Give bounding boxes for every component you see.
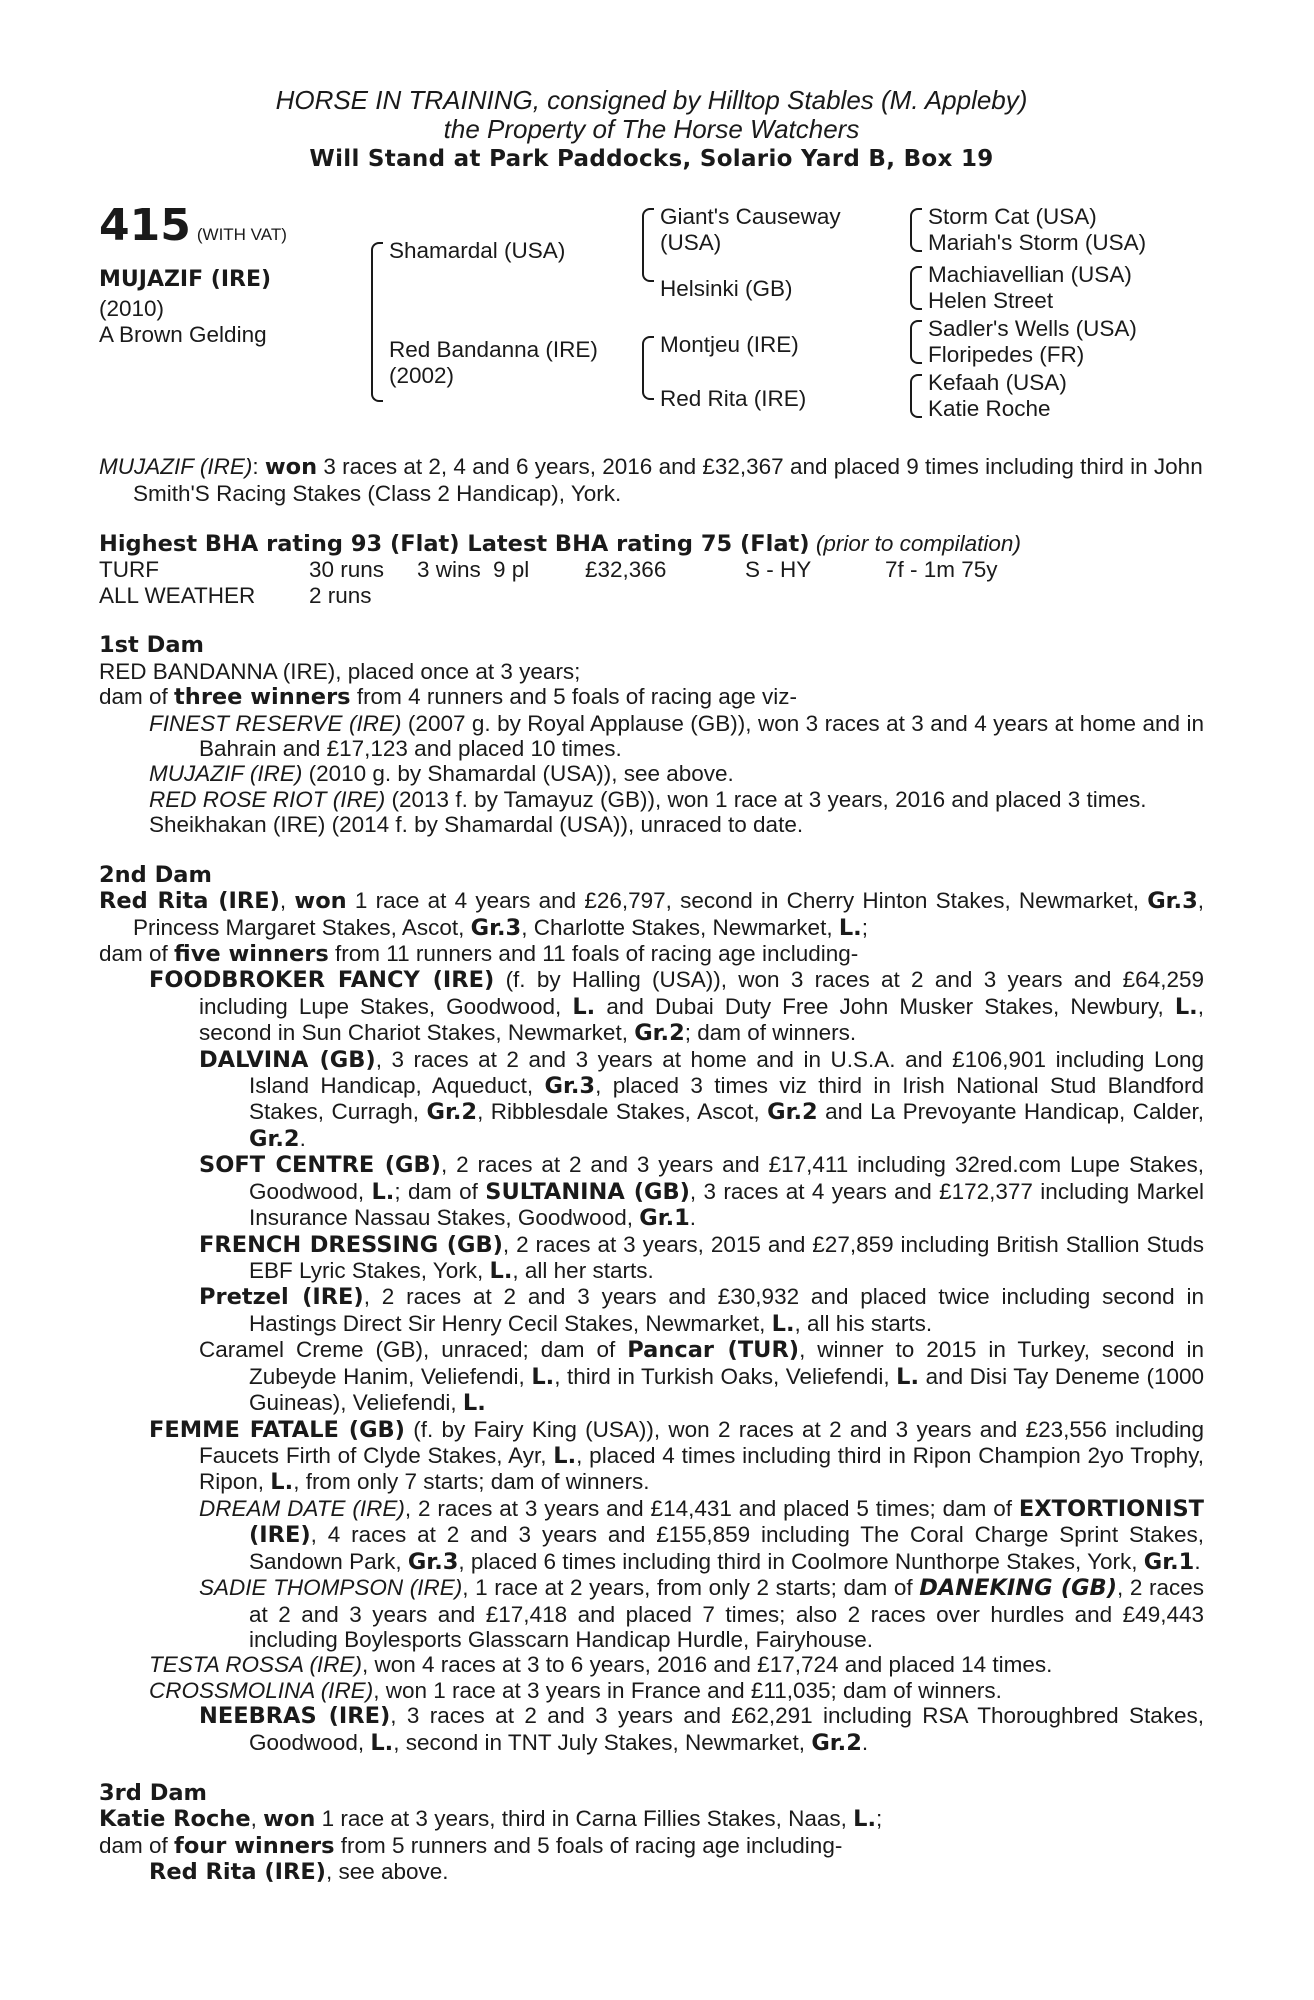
grade: L.: [853, 1806, 876, 1833]
second-dam-section: [99, 863, 1204, 1756]
bracket: [910, 266, 922, 310]
vat-note: (WITH VAT): [196, 225, 287, 245]
pedigree-entry: Storm Cat (USA): [928, 204, 1097, 230]
produce-text: (2010 g. by Shamardal (USA)), see above.: [302, 761, 734, 787]
record-label: TURF: [99, 557, 159, 583]
produce-entry: [99, 1652, 1204, 1677]
lot-number: 415: [99, 200, 191, 252]
produce-text: (2007 g. by Royal Applause (GB)), won 3 races at 3 and 4 years at home and in Bahrain and £17,123 and placed 10 times.: [199, 710, 1204, 761]
produce-name: DREAM DATE (IRE): [199, 1495, 405, 1521]
produce-name: Sheikhakan (IRE): [149, 812, 326, 838]
record-runs: 30 runs: [309, 557, 385, 583]
produce-entry: [99, 1575, 1204, 1652]
grade: Gr.2: [426, 1099, 478, 1126]
first-dam-section: [99, 633, 1204, 837]
text: .: [689, 1205, 697, 1231]
dam-produce-line: [99, 1833, 1204, 1859]
text: , 3 races at 2 and 3 years at home and in U.S.A. and £106,901 including Long Island Handicap, Aqueduct,: [249, 1046, 1204, 1099]
text: .: [1194, 1548, 1201, 1574]
text: ;: [861, 914, 868, 940]
record-earnings: £32,366: [585, 557, 667, 583]
section-heading: 1st Dam: [99, 632, 204, 659]
produce-entry: [99, 711, 1204, 762]
text: ; dam of winners.: [684, 1020, 857, 1046]
text: from 5 runners and 5 foals of racing age including-: [334, 1832, 843, 1858]
sire-sire-country: (USA): [660, 230, 722, 256]
catalogue-page: [99, 86, 1204, 1886]
text: and Disi Tay Deneme (1000 Guineas), Veliefendi,: [249, 1363, 1204, 1416]
text: Caramel Creme (GB), unraced; dam of: [199, 1337, 628, 1363]
dam-line: Katie Roche, won 1 race at 3 years, third in Carna Fillies Stakes, Naas, L.;: [99, 1806, 883, 1833]
produce-name: DALVINA (GB): [199, 1046, 376, 1073]
sire-dam: Helsinki (GB): [660, 276, 793, 302]
grade: Gr.3: [407, 1548, 459, 1575]
horse-description: A Brown Gelding: [99, 322, 267, 348]
bracket: [910, 320, 922, 364]
text: (f. by Fairy King (USA)), won 2 races at 2 and 3 years and £23,556 including Faucets Firth of Clyde Stakes, Ayr,: [199, 1416, 1204, 1468]
grade: L.: [771, 1310, 795, 1337]
grade: L.: [270, 1469, 294, 1496]
text: .: [299, 1125, 306, 1151]
text: , winner to 2015 in Turkey, second in Zubeyde Hanim, Veliefendi,: [249, 1337, 1204, 1389]
text: , third in Turkish Oaks, Veliefendi,: [554, 1363, 897, 1389]
text: , 2 races at 2 and 3 years and £30,932 and placed twice including second in Hastings Direct Sir Henry Cecil Stakes, Newmarket,: [249, 1284, 1205, 1336]
text: 1 race at 4 years and £26,797, second in Cherry Hinton Stakes, Newmarket,: [346, 888, 1148, 914]
text: , Ribblesdale Stakes, Ascot,: [477, 1099, 768, 1125]
text: , won 1 race at 3 years in France and £11,035; dam of winners.: [373, 1677, 1002, 1703]
pedigree-entry: Mariah's Storm (USA): [928, 230, 1147, 256]
produce-name: SOFT CENTRE (GB): [199, 1152, 441, 1179]
pedigree-entry: Helen Street: [928, 288, 1054, 314]
grade: Gr.3: [470, 914, 522, 941]
grade: Gr.2: [634, 1020, 685, 1047]
record-distance: 7f - 1m 75y: [885, 557, 998, 583]
record-placed: 9 pl: [493, 557, 530, 583]
text: , 4 races at 2 and 3 years and £155,859 including The Coral Charge Sprint Stakes, Sandown Park,: [249, 1522, 1204, 1574]
produce-name: Red Rita (IRE): [149, 1859, 326, 1886]
produce-name: Pancar (TUR): [627, 1337, 800, 1364]
text: ; dam of: [394, 1178, 486, 1204]
text: , second in Sun Chariot Stakes, Newmarket,: [199, 993, 1204, 1046]
produce-name: EXTORTIONIST (IRE): [249, 1495, 1204, 1549]
text: , all his starts.: [794, 1310, 933, 1336]
third-dam-section: [99, 1781, 1204, 1886]
text: , 2 races at 2 and 3 years and £17,411 including 32red.com Lupe Stakes, Goodwood,: [249, 1152, 1204, 1204]
pedigree-entry: Katie Roche: [928, 396, 1051, 422]
text: , 1 race at 2 years, from only 2 starts; dam of: [462, 1575, 920, 1601]
property-line: the Property of The Horse Watchers: [443, 114, 860, 145]
text: 1 race at 3 years, third in Carna Fillies Stakes, Naas,: [315, 1806, 854, 1832]
produce-entry: [99, 1678, 1204, 1703]
text: , 3 races at 2 and 3 years and £62,291 including RSA Thoroughbred Stakes, Goodwood,: [249, 1703, 1204, 1755]
grade: L.: [896, 1363, 920, 1390]
aw-record: [99, 583, 1204, 608]
text: ;: [876, 1806, 883, 1832]
dam-sire: Montjeu (IRE): [660, 332, 799, 358]
foal-year: (2010): [99, 296, 165, 322]
produce-name: RED ROSE RIOT (IRE): [149, 786, 386, 812]
horse-name-ref: MUJAZIF (IRE): [99, 454, 253, 480]
grade: L.: [370, 1729, 394, 1756]
sire-sire: Giant's Causeway: [660, 204, 841, 230]
sire: Shamardal (USA): [389, 238, 566, 264]
produce-entry: [99, 1496, 1204, 1575]
produce-entry: [99, 1047, 1204, 1153]
consignor-line: HORSE IN TRAINING, consigned by Hilltop Stables (M. Appleby): [275, 85, 1028, 115]
grade: Gr.2: [811, 1729, 862, 1756]
bracket: [642, 208, 654, 282]
dam-name: Katie Roche: [99, 1806, 251, 1833]
produce-entry: [99, 1152, 1204, 1231]
text: (f. by Halling (USA)), won 3 races at 2 and 3 years and £64,259 including Lupe Stakes, Goodwood,: [199, 967, 1204, 1019]
grade: Gr.3: [1147, 888, 1198, 915]
produce-name: FOODBROKER FANCY (IRE): [149, 967, 495, 994]
dam-dam: Red Rita (IRE): [660, 386, 807, 412]
produce-name: FEMME FATALE (GB): [149, 1416, 405, 1443]
dam-produce-line: [99, 684, 1204, 710]
text: from 11 runners and 11 foals of racing age including-: [328, 940, 859, 966]
produce-entry: [99, 1232, 1204, 1285]
produce-name: NEEBRAS (IRE): [199, 1703, 391, 1730]
winners-count: five winners: [174, 940, 329, 967]
produce-name: Pretzel (IRE): [199, 1284, 364, 1311]
bracket: [910, 374, 922, 418]
text: , 2 races at 2 and 3 years and £17,418 and placed 7 times; also 2 races over hurdles and £49,443 including Boylesports Glasscarn Handicap Hurdle, Fairyhouse.: [249, 1575, 1204, 1652]
produce-name: MUJAZIF (IRE): [149, 761, 303, 787]
text: and La Prevoyante Handicap, Calder,: [817, 1099, 1205, 1125]
grade: L.: [462, 1390, 486, 1417]
pedigree-entry: Machiavellian (USA): [928, 262, 1132, 288]
produce-name: DANEKING (GB): [919, 1575, 1117, 1602]
lot-heading: [99, 200, 287, 252]
bracket: [910, 208, 922, 252]
produce-name: FINEST RESERVE (IRE): [149, 710, 402, 736]
grade: L.: [572, 993, 596, 1020]
produce-name: SADIE THOMPSON (IRE): [199, 1575, 463, 1601]
bracket: [371, 242, 383, 402]
produce-text: (2014 f. by Shamardal (USA)), unraced to date.: [325, 812, 804, 838]
dam-produce-line: [99, 941, 1204, 967]
text: , placed 6 times including third in Coolmore Nunthorpe Stakes, York,: [458, 1548, 1144, 1574]
won-label: won: [263, 1806, 316, 1833]
text: from 4 runners and 5 foals of racing age viz-: [350, 684, 798, 710]
text: , 2 races at 3 years and £14,431 and placed 5 times; dam of: [404, 1495, 1019, 1521]
text: , from only 7 starts; dam of winners.: [293, 1469, 650, 1495]
produce-entry: [99, 812, 1204, 837]
grade: Gr.2: [767, 1099, 818, 1126]
produce-name: TESTA ROSSA (IRE): [149, 1652, 362, 1678]
produce-entry: [99, 787, 1204, 812]
dam-line: RED BANDANNA (IRE), placed once at 3 years;: [99, 658, 581, 684]
text: .: [861, 1729, 869, 1755]
record-wins: 3 wins: [417, 557, 481, 583]
dam-line: Red Rita (IRE), won 1 race at 4 years and £26,797, second in Cherry Hinton Stakes, Newmarket, Gr.3, Princess Margaret Stakes, Ascot, Gr.3, Charlotte Stakes, Newmarket, L.;: [99, 888, 1205, 941]
grade: L.: [489, 1258, 513, 1285]
produce-entry: [99, 1859, 1204, 1885]
grade: Gr.2: [249, 1125, 300, 1152]
produce-name: CROSSMOLINA (IRE): [149, 1677, 374, 1703]
grade: L.: [553, 1442, 577, 1469]
bha-rating: Highest BHA rating 93 (Flat) Latest BHA rating 75 (Flat): [99, 531, 810, 558]
produce-name: FRENCH DRESSING (GB): [199, 1231, 503, 1258]
record-label: ALL WEATHER: [99, 582, 256, 608]
grade: L.: [531, 1363, 555, 1390]
grade: L.: [1174, 993, 1198, 1020]
rating-note: (prior to compilation): [815, 531, 1021, 557]
text: , 3 races at 4 years and £172,377 including Markel Insurance Nassau Stakes, Goodwood,: [249, 1178, 1204, 1231]
produce-entry: [99, 1703, 1204, 1756]
pedigree-block: [99, 200, 1204, 446]
ratings-section: [99, 531, 1204, 608]
text: , Princess Margaret Stakes, Ascot,: [133, 888, 1205, 940]
won-label: won: [264, 454, 318, 481]
dam: Red Bandanna (IRE): [389, 337, 598, 363]
text: , Charlotte Stakes, Newmarket,: [521, 914, 839, 940]
stand-location: Will Stand at Park Paddocks, Solario Yard B, Box 19: [309, 146, 994, 173]
grade: Gr.3: [544, 1073, 596, 1100]
text: , won 4 races at 3 to 6 years, 2016 and £17,724 and placed 14 times.: [361, 1652, 1053, 1678]
produce-entry: [99, 1417, 1204, 1496]
text: , placed 3 times viz third in Irish National Stud Blandford Stakes, Curragh,: [249, 1073, 1204, 1125]
text: , second in TNT July Stakes, Newmarket,: [393, 1729, 812, 1755]
section-heading: 3rd Dam: [99, 1780, 207, 1807]
produce-entry: [99, 761, 1204, 786]
text: , see above.: [325, 1859, 449, 1885]
produce-entry: [99, 1337, 1204, 1416]
race-summary: MUJAZIF (IRE): won 3 races at 2, 4 and 6 years, 2016 and £32,367 and placed 9 times including third in John Smith'S Racing Stakes (Class 2 Handicap), York.: [99, 454, 1203, 506]
grade: L.: [838, 914, 862, 941]
winners-count: four winners: [174, 1832, 335, 1859]
pedigree-entry: Sadler's Wells (USA): [928, 316, 1137, 342]
won-label: won: [294, 888, 347, 915]
record-going: S - HY: [745, 557, 812, 583]
text: dam of: [99, 1832, 175, 1858]
produce-name: SULTANINA (GB): [485, 1178, 690, 1205]
grade: L.: [371, 1178, 395, 1205]
grade: Gr.1: [1143, 1548, 1195, 1575]
pedigree-entry: Kefaah (USA): [928, 370, 1067, 396]
text: dam of: [99, 940, 175, 966]
produce-entry: [99, 1284, 1204, 1337]
text: dam of: [99, 684, 175, 710]
winners-count: three winners: [174, 684, 351, 711]
record-runs: 2 runs: [309, 582, 372, 608]
grade: Gr.1: [639, 1205, 690, 1232]
text: , all her starts.: [512, 1258, 654, 1284]
section-heading: 2nd Dam: [99, 861, 212, 888]
turf-record: [99, 557, 1204, 582]
produce-entry: [99, 967, 1204, 1046]
pedigree-entry: Floripedes (FR): [928, 342, 1085, 368]
bracket: [642, 336, 654, 400]
produce-text: (2013 f. by Tamayuz (GB)), won 1 race at 3 years, 2016 and placed 3 times.: [385, 786, 1147, 812]
summary-text: 3 races at 2, 4 and 6 years, 2016 and £32,367 and placed 9 times including third in John Smith'S Racing Stakes (Class 2 Handicap), York.: [133, 454, 1203, 506]
text: , 2 races at 3 years, 2015 and £27,859 including British Stallion Studs EBF Lyric Stakes, York,: [249, 1231, 1205, 1284]
dam-year: (2002): [389, 363, 455, 389]
dam-name: Red Rita (IRE): [99, 888, 280, 915]
text: , placed 4 times including third in Ripon Champion 2yo Trophy, Ripon,: [199, 1442, 1204, 1495]
horse-name: MUJAZIF (IRE): [99, 267, 272, 293]
text: and Dubai Duty Free John Musker Stakes, Newbury,: [595, 993, 1175, 1019]
